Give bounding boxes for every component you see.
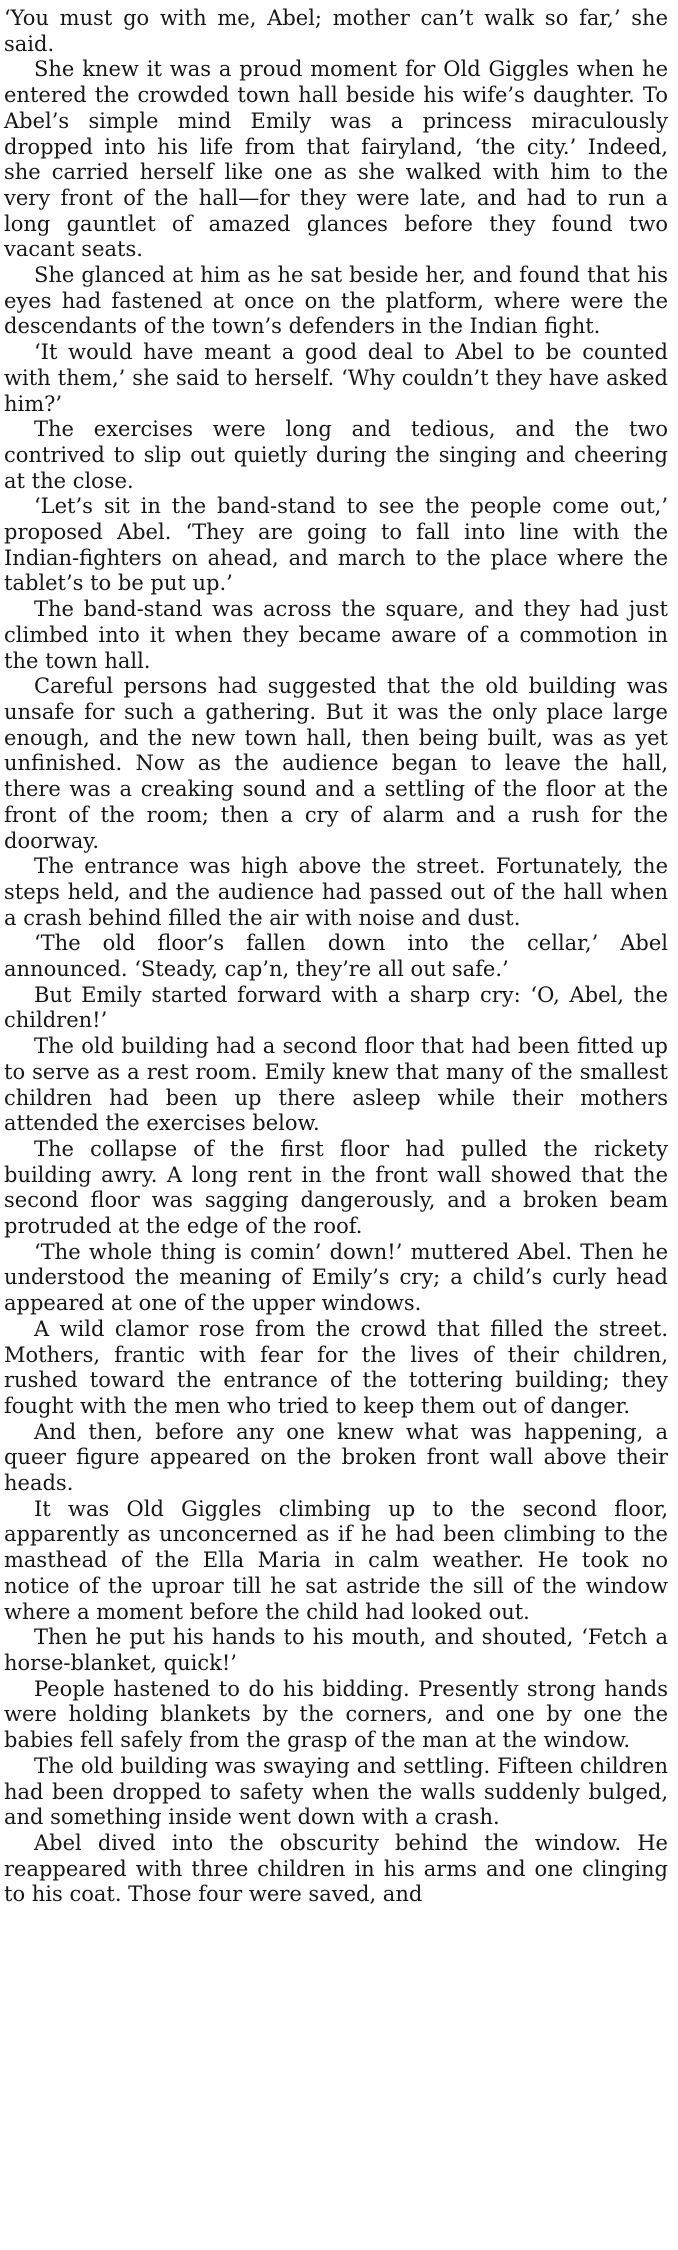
paragraph: ‘The old floor’s fallen down into the cellar,’ Abel announced. ‘Steady, cap’n, they’re all out safe.’ [4, 931, 668, 982]
paragraph: ‘Let’s sit in the band-stand to see the people come out,’ proposed Abel. ‘They are going to fall into line with the Indian-fighters on ahead, and march to the place where the tablet’s to be put up.’ [4, 494, 668, 596]
paragraph: People hastened to do his bidding. Presently strong hands were holding blankets by the corners, and one by one the babies fell safely from the grasp of the man at the window. [4, 1676, 668, 1753]
paragraph: Careful persons had suggested that the old building was unsafe for such a gathering. But it was the only place large enough, and the new town hall, then being built, was as yet unfinished. Now as the audience began to leave the hall, there was a creaking sound and a settling of the floor at the front of the room; then a cry of alarm and a rush for the doorway. [4, 674, 668, 853]
paragraph: The old building was swaying and settling. Fifteen children had been dropped to safety when the walls suddenly bulged, and something inside went down with a crash. [4, 1753, 668, 1830]
paragraph: ‘It would have meant a good deal to Abel to be counted with them,’ she said to herself. ‘Why couldn’t they have asked him?’ [4, 340, 668, 416]
paragraph: She knew it was a proud moment for Old Giggles when he entered the crowded town hall beside his wife’s daughter. To Abel’s simple mind Emily was a princess miraculously dropped into his life from that fairyland, ‘the city.’ Indeed, she carried herself like one as she walked with him to the very front of the hall—for they were late, and had to run a long gauntlet of amazed glances before they found two vacant seats. [4, 57, 668, 262]
paragraph: Abel dived into the obscurity behind the window. He reappeared with three children in his arms and one clinging to his coat. Those four were saved, and [4, 1830, 668, 1907]
paragraph: It was Old Giggles climbing up to the second floor, apparently as unconcerned as if he had been climbing to the masthead of the Ella Maria in calm weather. He took no notice of the uproar till he sat astride the sill of the window where a moment before the child had looked out. [4, 1496, 668, 1624]
paragraph: She glanced at him as he sat beside her, and found that his eyes had fastened at once on the platform, where were the descendants of the town’s defenders in the Indian fight. [4, 263, 668, 339]
paragraph: Then he put his hands to his mouth, and shouted, ‘Fetch a horse-blanket, quick!’ [4, 1625, 668, 1675]
paragraph: The exercises were long and tedious, and the two contrived to slip out quietly during the singing and cheering at the close. [4, 417, 668, 493]
paragraph: A wild clamor rose from the crowd that filled the street. Mothers, frantic with fear for the lives of their children, rushed toward the entrance of the tottering building; they fought with the men who tried to keep them out of danger. [4, 1316, 668, 1418]
paragraph: But Emily started forward with a sharp cry: ‘O, Abel, the children!’ [4, 982, 668, 1033]
paragraph: The old building had a second floor that had been fitted up to serve as a rest room. Emily knew that many of the smallest children had been up there asleep while their mothers attended the exercises below. [4, 1034, 668, 1136]
paragraph: The band-stand was across the square, and they had just climbed into it when they became aware of a commotion in the town hall. [4, 597, 668, 673]
paragraph: The collapse of the first floor had pulled the rickety building awry. A long rent in the front wall showed that the second floor was sagging dangerously, and a broken beam protruded at the edge of the roof. [4, 1136, 668, 1239]
paragraph: And then, before any one knew what was happening, a queer figure appeared on the broken front wall above their heads. [4, 1419, 668, 1496]
paragraph: ‘The whole thing is comin’ down!’ muttered Abel. Then he understood the meaning of Emily’s cry; a child’s curly head appeared at one of the upper windows. [4, 1239, 668, 1316]
paragraph: ‘You must go with me, Abel; mother can’t walk so far,’ she said. [4, 6, 668, 56]
paragraph: The entrance was high above the street. Fortunately, the steps held, and the audience had passed out of the hall when a crash behind filled the air with noise and dust. [4, 854, 668, 930]
